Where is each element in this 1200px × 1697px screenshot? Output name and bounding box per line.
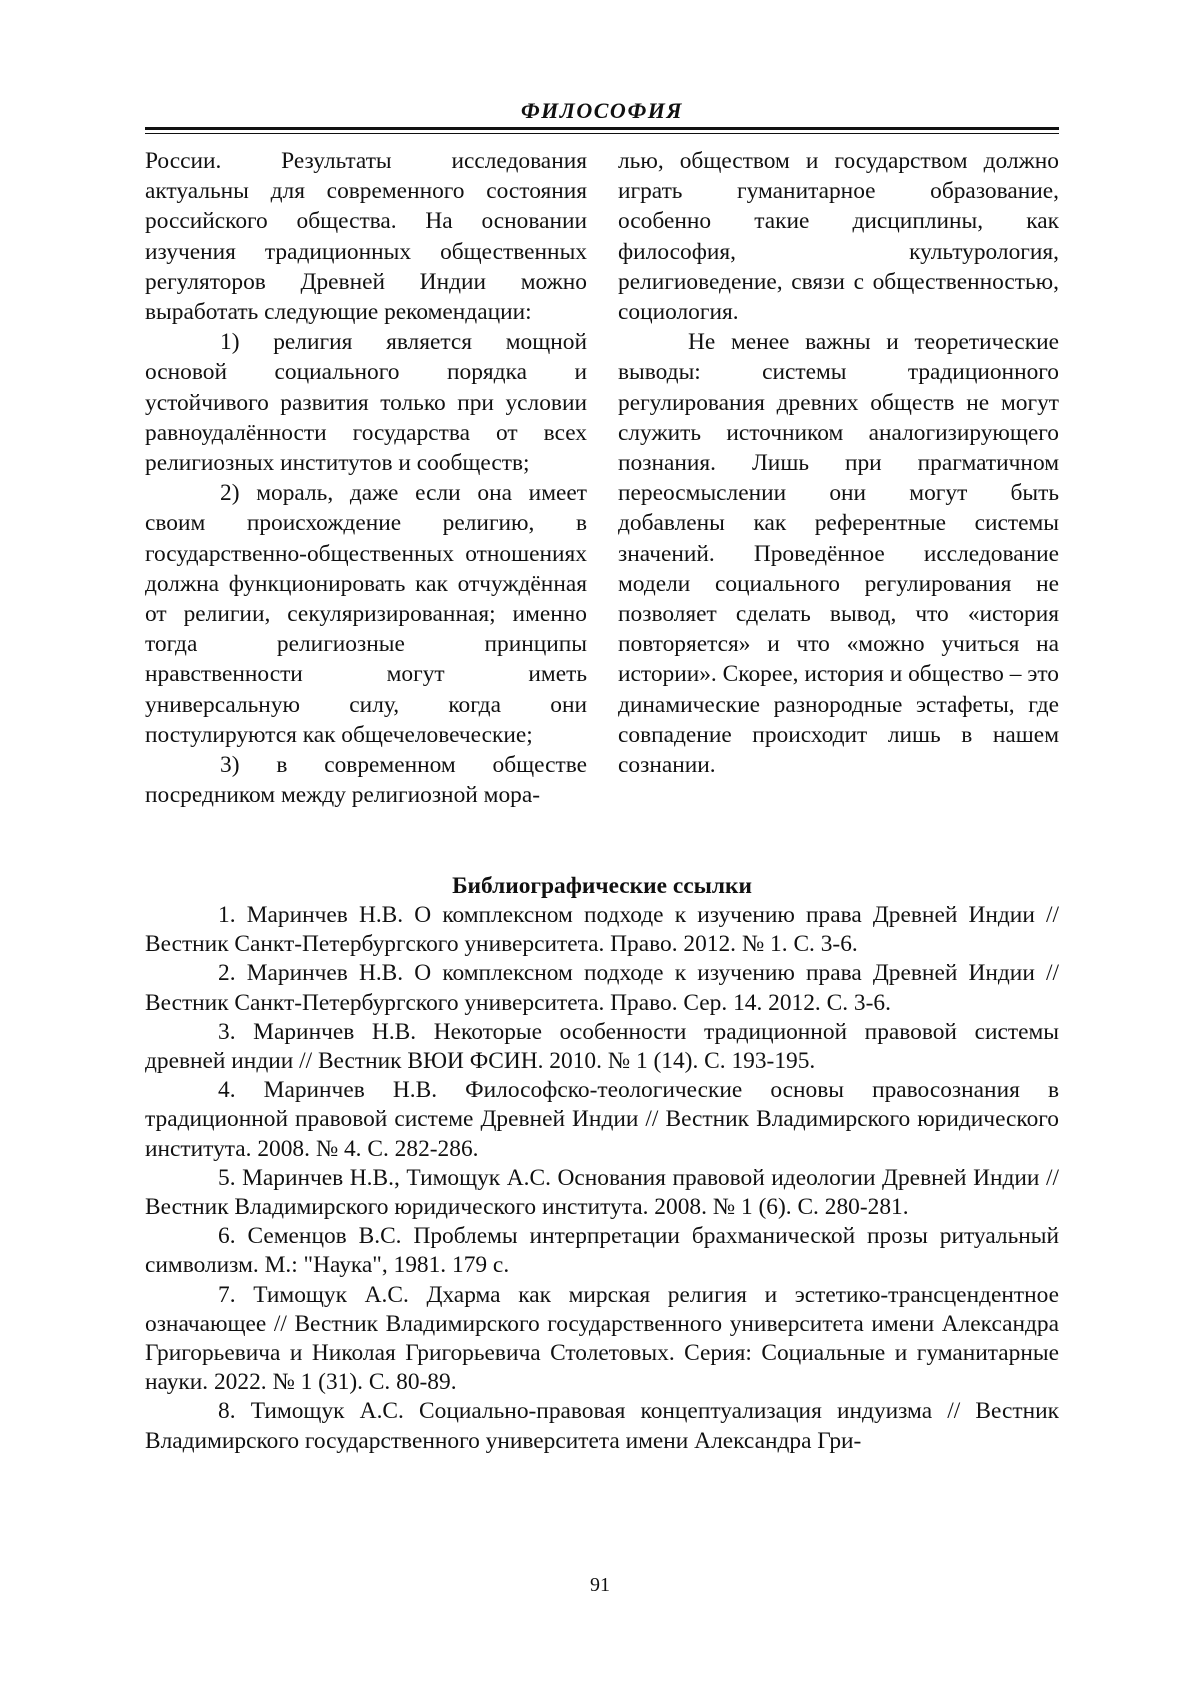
- reference-item: 4. Маринчев Н.В. Философско-теологические основы правосознания в традиционной правовой системе Древней Индии // Вестник Владимирского юридического института. 2008. № 4. С. 282-286.: [145, 1077, 1059, 1162]
- references-title: Библиографические ссылки: [452, 873, 752, 899]
- reference-item: 3. Маринчев Н.В. Некоторые особенности традиционной правовой системы древней индии // Вестник ВЮИ ФСИН. 2010. № 1 (14). С. 193-195.: [145, 1018, 1059, 1075]
- recommendation-2: 2) мораль, даже если она имеет своим происхождение религию, в государственно-общественных отношениях должна функционировать как отчуждённая от религии, секуляризированная; именно тогда религиозные принципы нравственности могут иметь универсальную силу, когда они постулируются как общечеловеческие;: [145, 480, 587, 748]
- references-list: [145, 901, 1059, 1456]
- reference-item: 2. Маринчев Н.В. О комплексном подходе к изучению права Древней Индии // Вестник Санкт-Петербургского университета. Право. Сер. 14. 2012. С. 3-6.: [145, 960, 1059, 1016]
- header-rule-thin: [145, 133, 1059, 134]
- reference-item: 5. Маринчев Н.В., Тимощук А.С. Основания правовой идеологии Древней Индии // Вестник Владимирского юридического института. 2008. № 1 (6). С. 280-281.: [145, 1164, 1059, 1221]
- running-title: ФИЛОСОФИЯ: [520, 98, 684, 123]
- recommendation-3: 3) в современном обществе посредником между религиозной мора-: [145, 752, 587, 809]
- reference-item: 6. Семенцов В.С. Проблемы интерпретации брахманической прозы ритуальный символизм. М.: "Наука", 1981. 179 с.: [145, 1223, 1059, 1279]
- right-paragraph-1: лью, обществом и государством должно играть гуманитарное образование, особенно такие дисциплины, как философия, культурология, религиоведение, связи с общественностью, социология.: [618, 148, 1059, 326]
- reference-item: 8. Тимощук А.С. Социально-правовая концептуализация индуизма // Вестник Владимирского государственного университета имени Александра Гри-: [145, 1398, 1059, 1454]
- right-column: [618, 146, 1059, 780]
- left-column: [145, 146, 587, 810]
- reference-item: 1. Маринчев Н.В. О комплексном подходе к изучению права Древней Индии // Вестник Санкт-Петербургского университета. Право. 2012. № 1. С. 3-6.: [145, 902, 1059, 958]
- header-rule-thick: [145, 127, 1059, 130]
- right-paragraph-2: Не менее важны и теоретические выводы: системы традиционного регулирования древних обществ не могут служить источником аналогизирующего познания. Лишь при прагматичном переосмыслении они могут быть добавлены как референтные системы значений. Проведённое исследование модели социального регулирования не позволяет сделать вывод, что «история повторяется» и что «можно учиться на истории». Скорее, история и общество – это динамические разнородные эстафеты, где совпадение происходит лишь в нашем сознании.: [618, 329, 1059, 779]
- page-number: 91: [590, 1574, 610, 1596]
- left-paragraph-1: России. Результаты исследования актуальны для современного состояния российского общества. На основании изучения традиционных общественных регуляторов Древней Индии можно выработать следующие рекомендации:: [145, 148, 587, 326]
- reference-item: 7. Тимощук А.С. Дхарма как мирская религия и эстетико-трансцендентное означающее // Вестник Владимирского государственного университета имени Александра Григорьевича и Николая Григорьевича Столетовых. Серия: Социальные и гуманитарные науки. 2022. № 1 (31). С. 80-89.: [145, 1281, 1059, 1396]
- recommendation-1: 1) религия является мощной основой социального порядка и устойчивого развития только при условии равноудалённости государства от всех религиозных институтов и сообществ;: [145, 329, 587, 477]
